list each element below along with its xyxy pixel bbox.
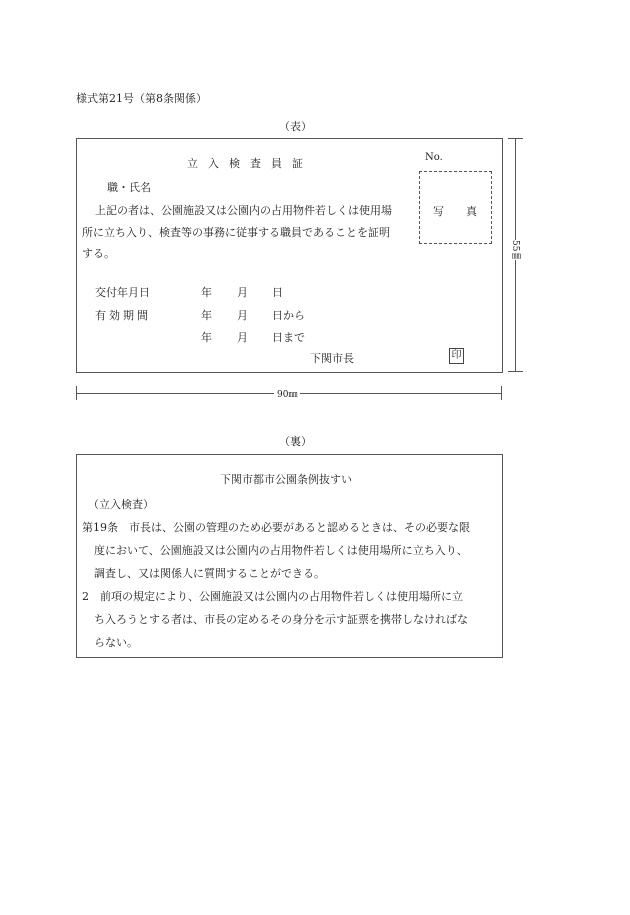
card-number-label: No. xyxy=(425,152,443,163)
body-line-2: 所に立ち入り、検査等の事務に従事する職員であることを証明 xyxy=(82,226,390,239)
issue-year: 年 xyxy=(201,286,212,299)
name-label: 職・氏名 xyxy=(107,181,151,194)
body-line-3: する。 xyxy=(82,247,115,260)
validity-from-year: 年 xyxy=(201,309,212,322)
issue-day: 日 xyxy=(272,286,283,299)
article-line-2: 度において、公園施設又は公園内の占用物件若しくは使用場所に立ち入り、 xyxy=(94,544,468,557)
body-line-1: 上記の者は、公園施設又は公園内の占用物件若しくは使用場 xyxy=(95,204,392,217)
validity-from-month: 月 xyxy=(237,309,248,322)
validity-to-month: 月 xyxy=(237,331,248,344)
validity-to-day: 日まで xyxy=(272,331,305,344)
width-dim-right-tick xyxy=(501,386,502,400)
back-side-label: （裏） xyxy=(279,435,312,448)
issue-month: 月 xyxy=(237,286,248,299)
form-number: 様式第21号（第8条関係） xyxy=(76,92,207,105)
paragraph2-line-2: ち入ろうとする者は、市長の定めるその身分を示す証票を携帯しなければな xyxy=(94,613,468,626)
article-line-1: 第19条 市長は、公園の管理のため必要があると認めるときは、その必要な限 xyxy=(82,521,470,534)
seal-mark: 印 xyxy=(449,348,464,364)
issue-date-label: 交付年月日 xyxy=(95,286,150,299)
paragraph2-line-3: らない。 xyxy=(94,636,138,649)
height-dim-bottom-tick xyxy=(508,371,523,372)
validity-to-year: 年 xyxy=(201,331,212,344)
paragraph2-line-1: 2 前項の規定により、公園施設又は公園内の占用物件若しくは使用場所に立 xyxy=(82,590,463,603)
section-heading: （立入検査） xyxy=(88,498,154,511)
article-line-3: 調査し、又は関係人に質問することができる。 xyxy=(94,567,325,580)
width-dimension: 90㎜ xyxy=(274,387,300,400)
height-dimension: 55㎜ xyxy=(510,240,520,261)
issuer-name: 下関市長 xyxy=(310,352,354,365)
front-side-label: （表） xyxy=(279,120,312,133)
validity-label: 有効期間 xyxy=(95,309,151,322)
card-title: 立入検査員証 xyxy=(187,157,313,170)
ordinance-title: 下関市都市公園条例抜すい xyxy=(220,473,352,486)
photo-label: 写 真 xyxy=(433,205,477,218)
validity-from-day: 日から xyxy=(272,309,305,322)
